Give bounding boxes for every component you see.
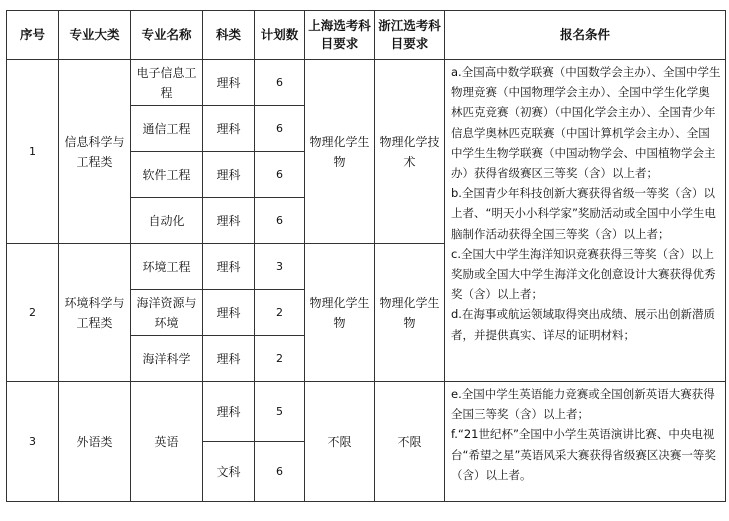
zhejiang-req-cell: 物理化学技术 <box>375 60 445 244</box>
major-cell: 海洋科学 <box>131 336 203 382</box>
shanghai-req-cell: 物理化学生物 <box>305 244 375 382</box>
plan-cell: 2 <box>255 336 305 382</box>
subject-cell: 理科 <box>203 60 255 106</box>
header-seq: 序号 <box>7 11 59 60</box>
condition-e: e.全国中学生英语能力竞赛或全国创新英语大赛获得全国三等奖（含）以上者； <box>451 387 715 422</box>
major-cell: 自动化 <box>131 198 203 244</box>
plan-cell: 3 <box>255 244 305 290</box>
plan-cell: 2 <box>255 290 305 336</box>
admission-table <box>6 10 726 502</box>
header-conditions: 报名条件 <box>445 11 726 60</box>
major-cell: 电子信息工程 <box>131 60 203 106</box>
subject-cell: 理科 <box>203 336 255 382</box>
table-row <box>7 382 726 442</box>
subject-cell: 文科 <box>203 442 255 502</box>
subject-cell: 理科 <box>203 382 255 442</box>
seq-cell: 3 <box>7 382 59 502</box>
zhejiang-req-cell: 物理化学生物 <box>375 244 445 382</box>
conditions-cell-1 <box>445 60 726 382</box>
plan-cell: 5 <box>255 382 305 442</box>
table-row <box>7 60 726 106</box>
condition-d: d.在海事或航运领域取得突出成绩、展示出创新潜质者，并提供真实、详尽的证明材料； <box>451 307 715 342</box>
shanghai-req-cell: 物理化学生物 <box>305 60 375 244</box>
plan-cell: 6 <box>255 60 305 106</box>
header-row <box>7 11 726 60</box>
header-category: 专业大类 <box>59 11 131 60</box>
header-major: 专业名称 <box>131 11 203 60</box>
major-cell: 通信工程 <box>131 106 203 152</box>
header-subject: 科类 <box>203 11 255 60</box>
condition-b: b.全国青少年科技创新大赛获得省级一等奖（含）以上者、“明天小小科学家”奖励活动或全国中小学生电脑制作活动获得全国三等奖（含）以上者； <box>451 186 716 241</box>
major-cell: 软件工程 <box>131 152 203 198</box>
plan-cell: 6 <box>255 442 305 502</box>
header-shanghai: 上海选考科目要求 <box>305 11 375 60</box>
major-cell: 海洋资源与环境 <box>131 290 203 336</box>
major-cell: 英语 <box>131 382 203 502</box>
subject-cell: 理科 <box>203 152 255 198</box>
seq-cell: 1 <box>7 60 59 244</box>
condition-a: a.全国高中数学联赛（中国数学会主办）、全国中学生物理竞赛（中国物理学会主办）、全国中学生化学奥林匹克竞赛（初赛）（中国化学会主办）、全国青少年信息学奥林匹克联赛（中国计算机学会主办）、全国中学生生物学联赛（中国动物学会、中国植物学会主办）获得省级赛区三等奖（含）以上者； <box>451 65 721 181</box>
conditions-cell-2 <box>445 382 726 502</box>
plan-cell: 6 <box>255 152 305 198</box>
shanghai-req-cell: 不限 <box>305 382 375 502</box>
subject-cell: 理科 <box>203 106 255 152</box>
major-cell: 环境工程 <box>131 244 203 290</box>
plan-cell: 6 <box>255 198 305 244</box>
plan-cell: 6 <box>255 106 305 152</box>
category-cell: 环境科学与工程类 <box>59 244 131 382</box>
condition-f: f.“21世纪杯”全国中小学生英语演讲比赛、中央电视台“希望之星”英语风采大赛获得省级赛区决赛一等奖（含）以上者。 <box>451 427 716 482</box>
header-zhejiang: 浙江选考科目要求 <box>375 11 445 60</box>
category-cell: 外语类 <box>59 382 131 502</box>
header-plan: 计划数 <box>255 11 305 60</box>
seq-cell: 2 <box>7 244 59 382</box>
subject-cell: 理科 <box>203 290 255 336</box>
zhejiang-req-cell: 不限 <box>375 382 445 502</box>
category-cell: 信息科学与工程类 <box>59 60 131 244</box>
subject-cell: 理科 <box>203 244 255 290</box>
condition-c: c.全国大中学生海洋知识竞赛获得三等奖（含）以上奖励或全国大中学生海洋文化创意设计大赛获得优秀奖（含）以上者； <box>451 246 716 302</box>
subject-cell: 理科 <box>203 198 255 244</box>
